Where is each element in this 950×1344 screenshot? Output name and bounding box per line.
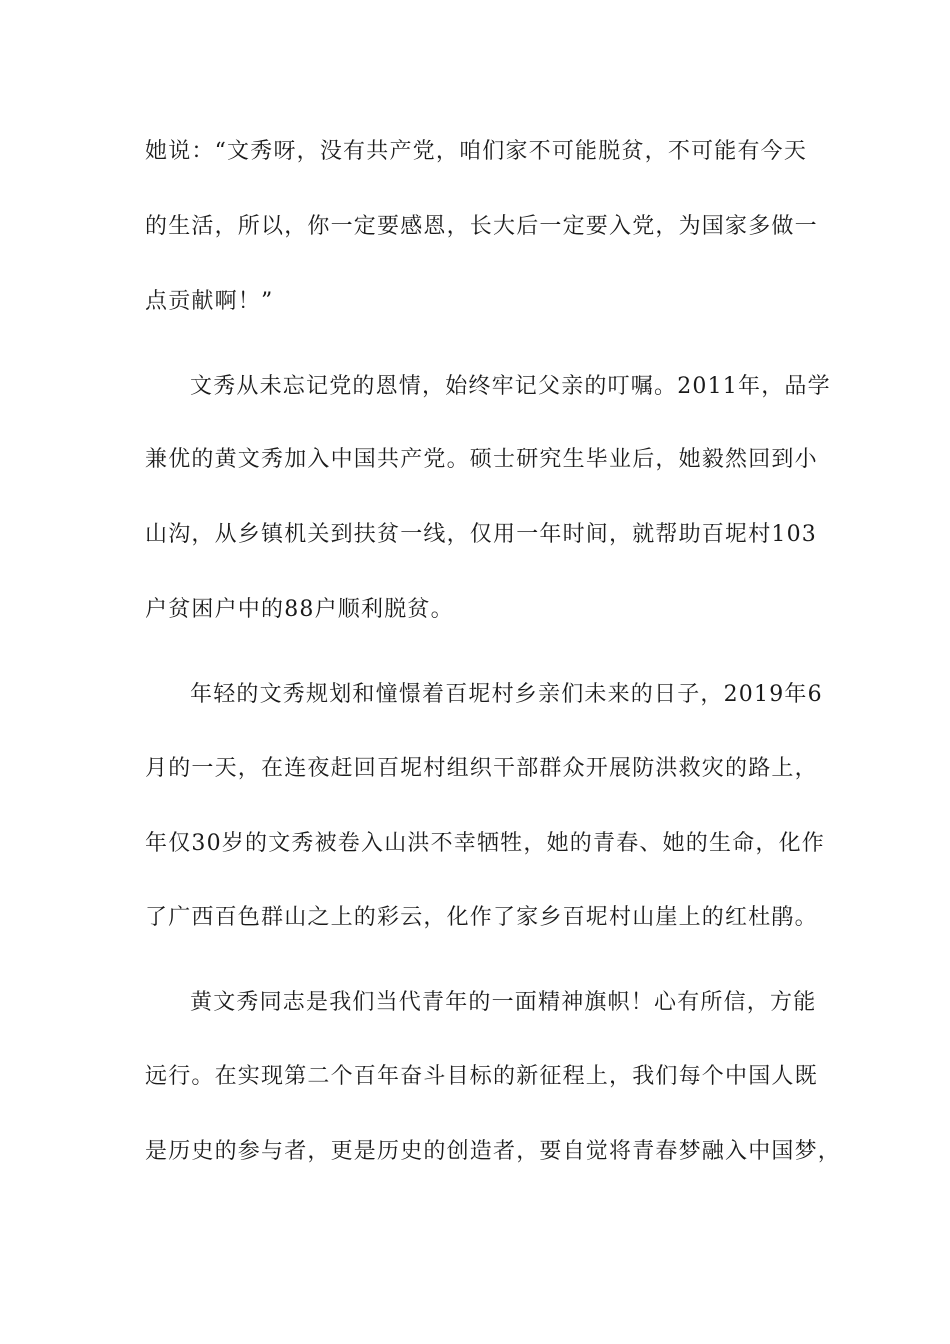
text-line: 了广西百色群山之上的彩云，化作了家乡百坭村山崖上的红杜鹃。 <box>145 905 818 930</box>
text-line: 年仅30岁的文秀被卷入山洪不幸牺牲，她的青春、她的生命，化作 <box>145 831 825 856</box>
text-line: 远行。在实现第二个百年奋斗目标的新征程上，我们每个中国人既 <box>145 1064 818 1089</box>
text-line: 文秀从未忘记党的恩情，始终牢记父亲的叮嘱。2011年，品学 <box>190 374 831 399</box>
text-line: 年轻的文秀规划和憧憬着百坭村乡亲们未来的日子，2019年6 <box>190 682 823 707</box>
text-line: 是历史的参与者，更是历史的创造者，要自觉将青春梦融入中国梦， <box>145 1139 842 1164</box>
text-line: 黄文秀同志是我们当代青年的一面精神旗帜！心有所信，方能 <box>190 990 817 1015</box>
text-line: 户贫困户中的88户顺利脱贫。 <box>145 597 454 622</box>
text-line: 月的一天，在连夜赶回百坭村组织干部群众开展防洪救灾的路上， <box>145 756 818 781</box>
text-line: 兼优的黄文秀加入中国共产党。硕士研究生毕业后，她毅然回到小 <box>145 447 818 472</box>
text-line: 山沟，从乡镇机关到扶贫一线，仅用一年时间，就帮助百坭村103 <box>145 522 817 547</box>
text-line: 点贡献啊！” <box>145 289 274 314</box>
text-line: 的生活，所以，你一定要感恩，长大后一定要入党，为国家多做一 <box>145 214 818 239</box>
text-line: 她说：“文秀呀，没有共产党，咱们家不可能脱贫，不可能有今天 <box>145 139 808 164</box>
